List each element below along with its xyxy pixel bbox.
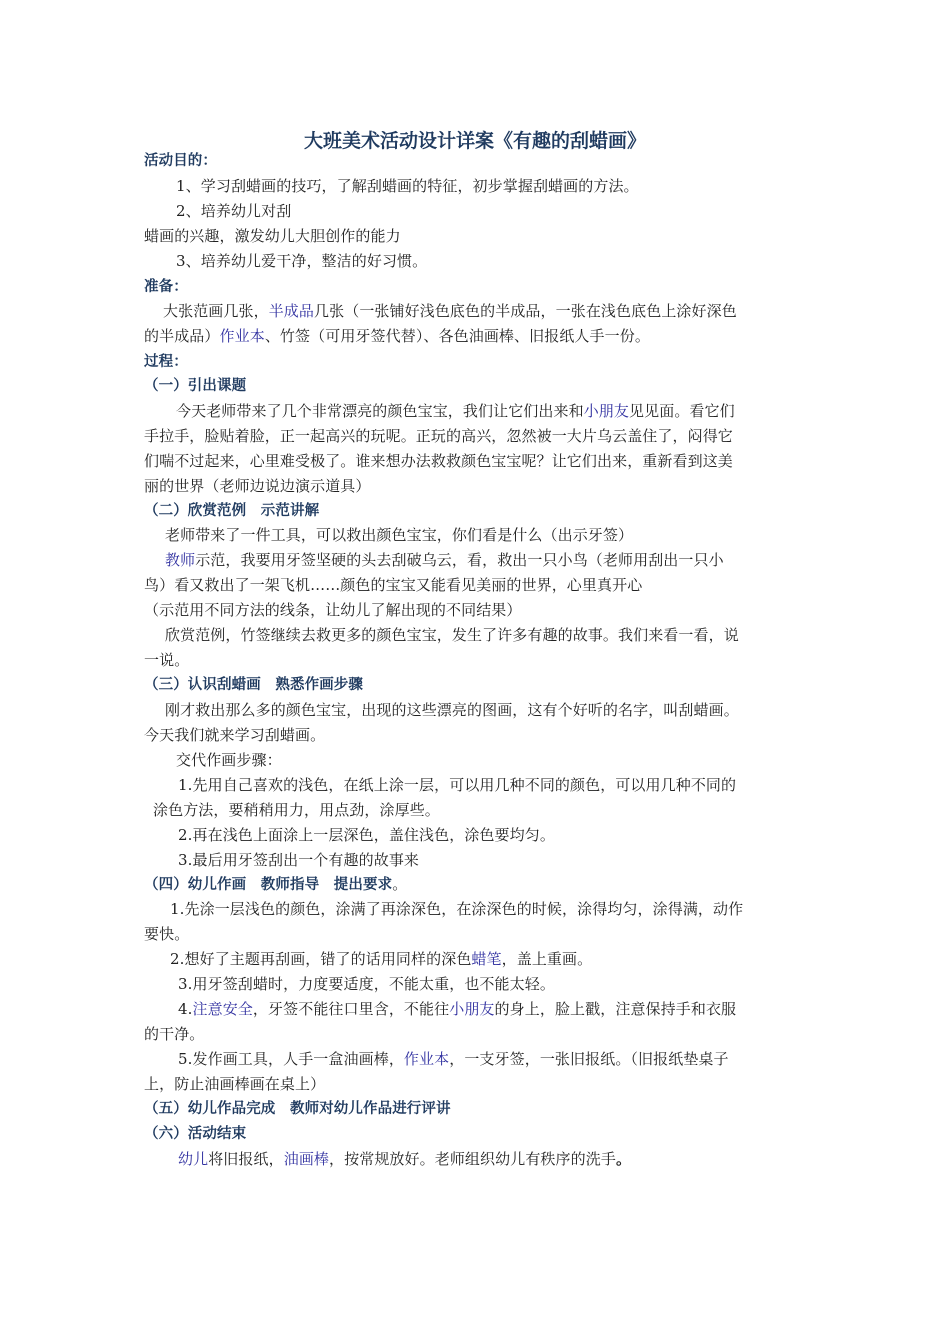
part1-line-2: 手拉手，脸贴着脸，正一起高兴的玩呢。正玩的高兴，忽然被一大片乌云盖住了，闷得它: [144, 427, 733, 445]
part4-text: ，牙签不能往口里含，不能往: [252, 1000, 450, 1018]
part4-text: 2.想好了主题再刮画，错了的话用同样的深色: [170, 950, 472, 968]
prep-text: 大张范画几张，: [163, 302, 269, 320]
part1-line-1: [176, 400, 735, 422]
part1-line-4: 丽的世界（老师边说边演示道具）: [144, 477, 371, 495]
part4-text: 4.: [178, 1000, 193, 1018]
part4-text: ，一支牙签，一张旧报纸。（旧报纸垫桌子: [449, 1050, 729, 1068]
part1-line-3: 们喘不过起来，心里难受极了。谁来想办法救救颜色宝宝呢？让它们出来，重新看到这美: [144, 452, 733, 470]
link-teacher[interactable]: 教师: [165, 551, 196, 569]
part2-line-3: 鸟）看又救出了一架飞机……颜色的宝宝又能看见美丽的世界，心里真开心: [144, 576, 643, 594]
part1-heading: （一）引出课题: [144, 378, 247, 394]
process-heading: 过程：: [144, 354, 188, 370]
part2-line-2: [165, 549, 724, 571]
part6-end: 。: [615, 1150, 632, 1168]
part2-line-1: 老师带来了一件工具，可以救出颜色宝宝，你们看是什么（出示牙签）: [165, 526, 634, 544]
part4-line-4: 3.用牙签刮蜡时，力度要适度，不能太重，也不能太轻。: [178, 975, 555, 993]
part1-text: 今天老师带来了几个非常漂亮的颜色宝宝，我们让它们出来和: [176, 402, 584, 420]
part6-heading: （六）活动结束: [144, 1126, 247, 1142]
part4-text: 的身上，脸上戳，注意保持手和衣服: [494, 1000, 737, 1018]
part4-line-5: [178, 998, 736, 1020]
link-kids[interactable]: 幼儿: [178, 1150, 209, 1168]
goal-line-3: 3、培养幼儿爱干净，整洁的好习惯。: [176, 252, 428, 270]
prep-text: 的半成品）: [144, 327, 220, 345]
link-semi-finished[interactable]: 半成品: [268, 302, 315, 320]
goals-heading: 活动目的：: [144, 153, 217, 169]
link-crayon[interactable]: 蜡笔: [471, 950, 502, 968]
prep-line-1: [163, 300, 737, 322]
part6-text: 将旧报纸，: [208, 1150, 284, 1168]
part3-line-1: 刚才救出那么多的颜色宝宝，出现的这些漂亮的图画，这有个好听的名字，叫刮蜡画。: [165, 701, 739, 719]
part3-heading: （三）认识刮蜡画 熟悉作画步骤: [144, 677, 363, 693]
part2-line-4: （示范用不同方法的线条，让幼儿了解出现的不同结果）: [144, 601, 522, 619]
part2-line-5: 欣赏范例，竹签继续去救更多的颜色宝宝，发生了许多有趣的故事。我们来看一看，说: [165, 626, 739, 644]
part3-line-2: 今天我们就来学习刮蜡画。: [144, 726, 326, 744]
link-children-2[interactable]: 小朋友: [449, 1000, 495, 1018]
part3-line-4: 1.先用自己喜欢的浅色，在纸上涂一层，可以用几种不同的颜色，可以用几种不同的: [178, 776, 737, 794]
part4-heading-line: [144, 873, 407, 895]
part4-line-2: 要快。: [144, 925, 190, 943]
goal-line-1: 1、学习刮蜡画的技巧，了解刮蜡画的特征，初步掌握刮蜡画的方法。: [176, 177, 639, 195]
part6-text: ，按常规放好。老师组织幼儿有秩序的洗手: [329, 1150, 616, 1168]
part2-text: 示范，我要用牙签坚硬的头去刮破乌云，看，救出一只小鸟（老师用刮出一只小: [195, 551, 724, 569]
part4-line-6: 的干净。: [144, 1025, 205, 1043]
prep-line-2: [144, 325, 650, 347]
part2-line-6: 一说。: [144, 651, 190, 669]
part4-heading-end: 。: [392, 875, 408, 893]
link-safety[interactable]: 注意安全: [192, 1000, 253, 1018]
part4-line-3: [170, 948, 592, 970]
prep-heading: 准备：: [144, 279, 188, 295]
prep-text: 、竹签（可用牙签代替）、各色油画棒、旧报纸人手一份。: [264, 327, 650, 345]
part6-line-1: [178, 1148, 631, 1170]
document-title: 大班美术活动设计详案《有趣的刮蜡画》: [303, 130, 646, 152]
part4-line-1: 1.先涂一层浅色的颜色，涂满了再涂深色，在涂深色的时候，涂得均匀，涂得满，动作: [170, 900, 744, 918]
part4-text: 5.发作画工具，人手一盒油画棒，: [178, 1050, 404, 1068]
prep-text: 几张（一张铺好浅色底色的半成品，一张在浅色底色上涂好深色: [314, 302, 737, 320]
link-workbook[interactable]: 作业本: [219, 327, 265, 345]
part4-text: ，盖上重画。: [501, 950, 593, 968]
link-children[interactable]: 小朋友: [583, 402, 630, 420]
part4-line-7: [178, 1048, 729, 1070]
part4-heading: （四）幼儿作画 教师指导 提出要求: [144, 877, 393, 893]
part2-heading: （二）欣赏范例 示范讲解: [144, 503, 320, 519]
part3-line-3: 交代作画步骤：: [176, 751, 282, 769]
goal-line-2-cont: 蜡画的兴趣，激发幼儿大胆创作的能力: [144, 227, 401, 245]
part1-text: 见见面。看它们: [629, 402, 735, 420]
part3-line-7: 3.最后用牙签刮出一个有趣的故事来: [178, 851, 420, 869]
part3-line-5: 涂色方法，要稍稍用力，用点劲，涂厚些。: [153, 801, 440, 819]
part4-line-8: 上，防止油画棒画在桌上）: [144, 1075, 326, 1093]
part3-line-6: 2.再在浅色上面涂上一层深色，盖住浅色，涂色要均匀。: [178, 826, 555, 844]
goal-line-2: 2、培养幼儿对刮: [176, 202, 292, 220]
part5-heading: （五）幼儿作品完成 教师对幼儿作品进行评讲: [144, 1101, 451, 1117]
link-oil-pastel[interactable]: 油画棒: [283, 1150, 330, 1168]
link-workbook-2[interactable]: 作业本: [403, 1050, 450, 1068]
